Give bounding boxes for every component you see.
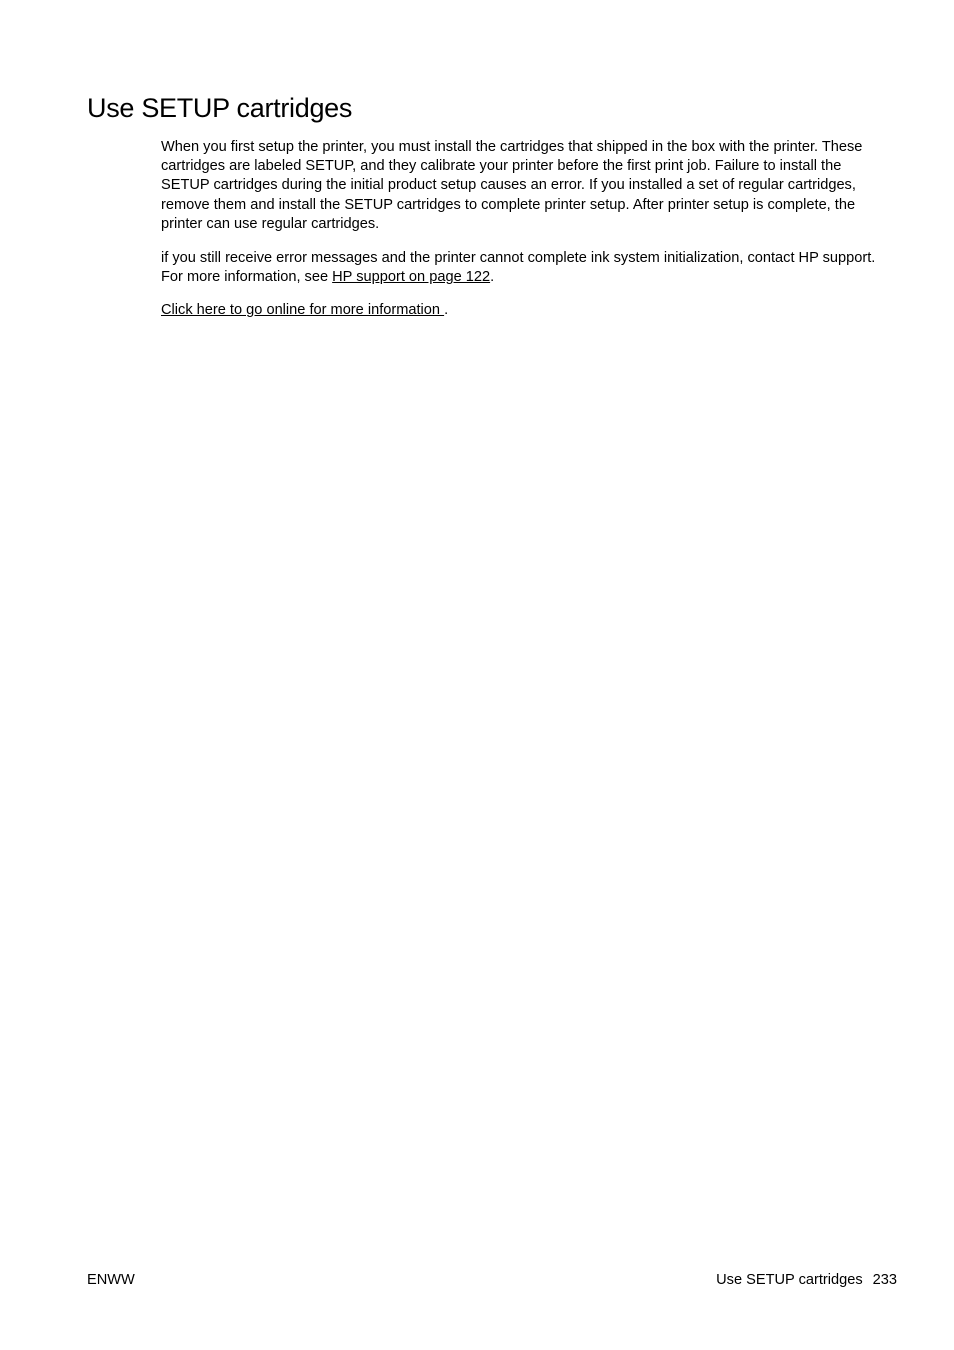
footer-left-label: ENWW — [87, 1272, 135, 1288]
footer-right — [716, 1271, 897, 1289]
online-info-period: . — [444, 302, 449, 318]
page-title: Use SETUP cartridges — [87, 93, 353, 123]
support-paragraph-period: . — [490, 269, 495, 286]
page-number: 233 — [872, 1272, 897, 1288]
support-paragraph-text: if you still receive error messages and the printer cannot complete ink system initialization, contact HP support. For more information, see — [161, 250, 876, 286]
footer-section-title: Use SETUP cartridges — [716, 1272, 863, 1288]
support-paragraph — [161, 249, 891, 287]
intro-paragraph: When you first setup the printer, you must install the cartridges that shipped in the box with the printer. These cartridges are labeled SETUP, and they calibrate your printer before the first print job. Failure to install the SETUP cartridges during the initial product setup causes an error. If you installed a set of regular cartridges, remove them and install the SETUP cartridges to complete printer setup. After printer setup is complete, the printer can use regular cartridges. — [161, 139, 863, 232]
online-info-paragraph — [161, 301, 891, 320]
online-info-link[interactable]: Click here to go online for more information — [161, 302, 445, 318]
hp-support-link[interactable]: HP support on page 122 — [332, 269, 491, 286]
